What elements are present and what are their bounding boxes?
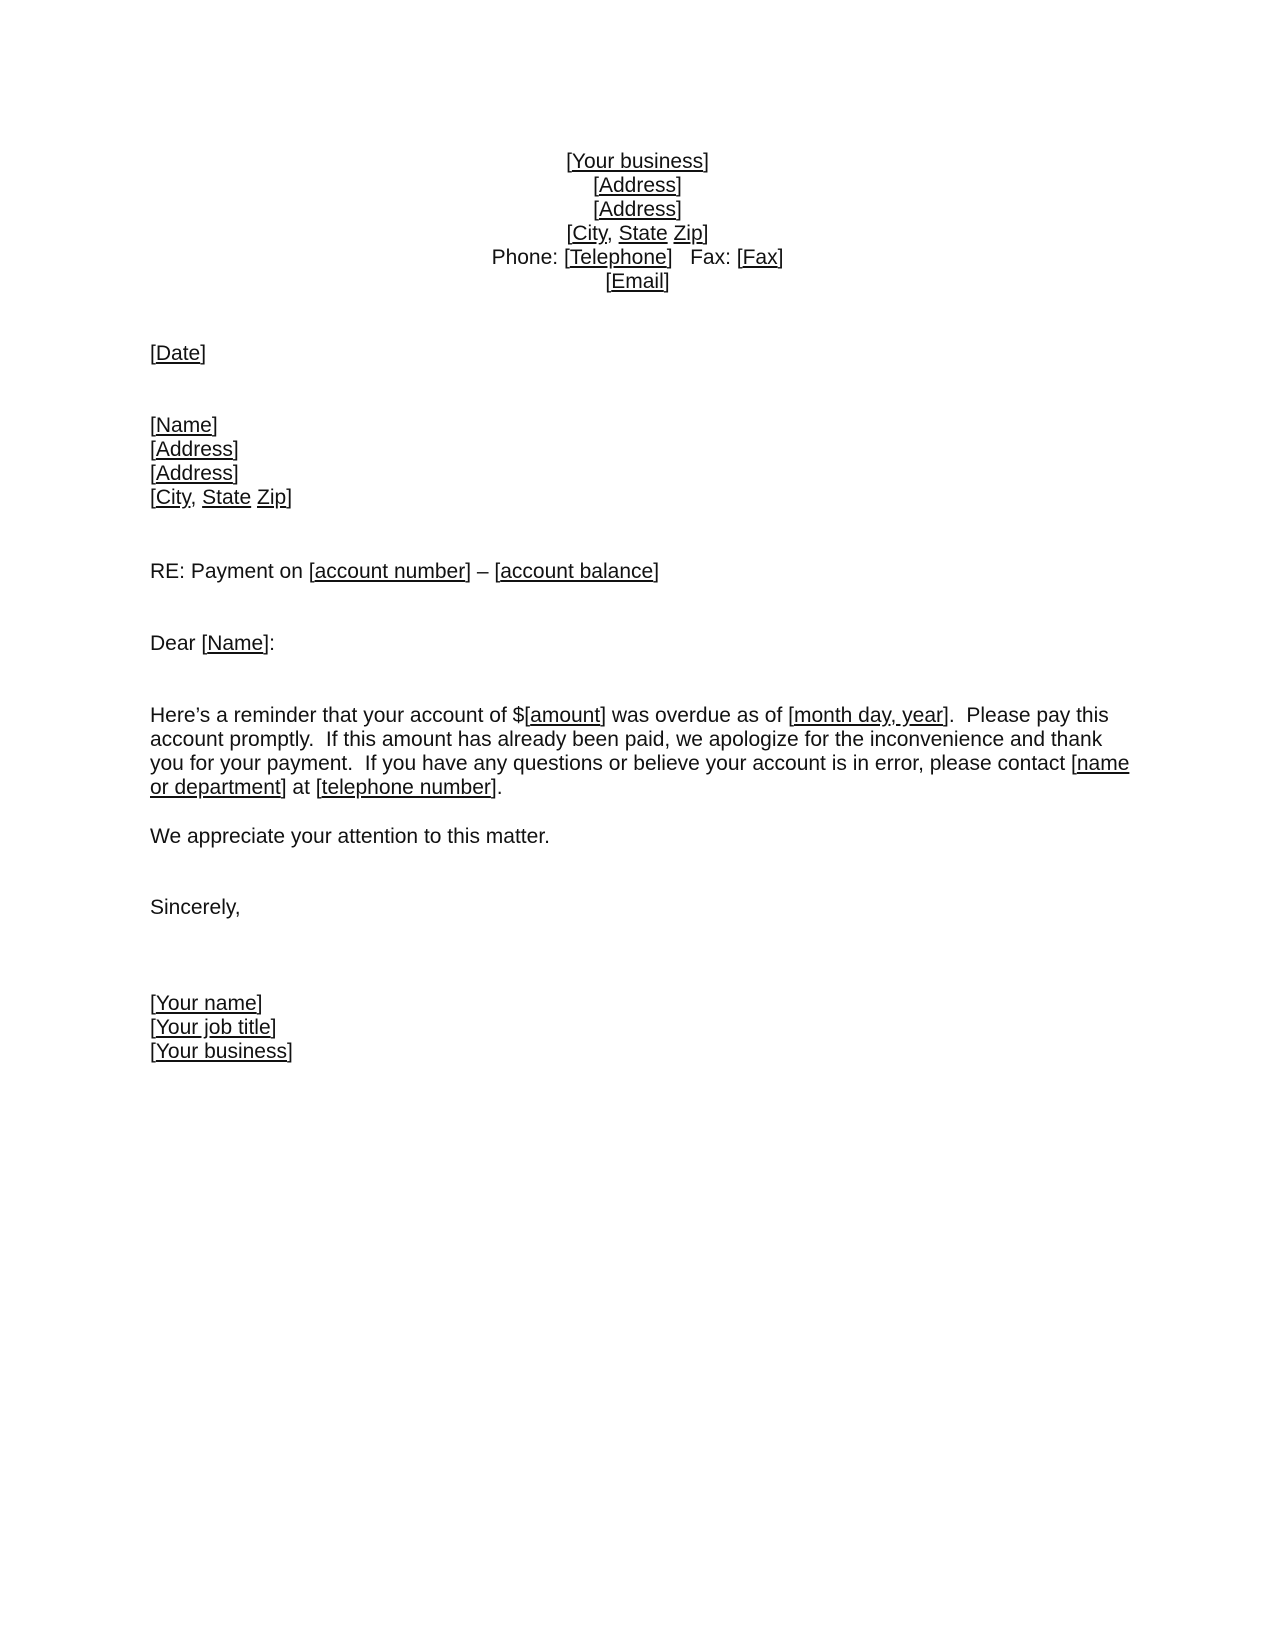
recipient-address1: Address	[155, 438, 233, 461]
phone-label: Phone:	[491, 246, 559, 269]
body-line-1	[150, 704, 1140, 728]
signature-block	[150, 992, 1130, 1064]
recipient-state: State	[202, 486, 252, 509]
re-account-balance: account balance	[500, 560, 654, 583]
header-fax: Fax	[742, 246, 778, 269]
salutation-name: Name	[207, 632, 264, 655]
recipient-city: City	[155, 486, 191, 509]
re-line: RE: Payment on [account number] – [account balance]	[150, 560, 660, 583]
signature-business-line: [Your business]	[150, 1040, 293, 1063]
recipient-name-line: [Name]	[150, 414, 218, 437]
signature-name: Your name	[155, 992, 257, 1015]
header-business: Your business	[571, 150, 704, 173]
signature-name-line: [Your name]	[150, 992, 263, 1015]
recipient-zip: Zip	[257, 486, 287, 509]
letter-date: [Date]	[150, 342, 207, 365]
body-date: month day, year	[793, 704, 944, 727]
header-address1: Address	[598, 174, 677, 197]
salutation: Dear [Name]:	[150, 632, 275, 655]
body-line-3	[150, 752, 1140, 776]
re-prefix: RE: Payment on	[150, 560, 309, 583]
header-phone-fax-line: Phone: [Telephone] Fax: [Fax]	[491, 246, 784, 269]
body-telephone-number: telephone number	[321, 776, 491, 799]
body-paragraph-2	[150, 825, 1140, 849]
signature-business: Your business	[155, 1040, 287, 1063]
body-paragraph	[150, 704, 1140, 800]
re-account-number: account number	[314, 560, 466, 583]
header-city-line: [City, State Zip]	[566, 222, 709, 245]
signature-title-line: [Your job title]	[150, 1016, 277, 1039]
body-line-2: account promptly. If this amount has already been paid, we apologize for the inconvenience and thank	[150, 728, 1103, 751]
recipient-address1-line: [Address]	[150, 438, 239, 461]
signature-title: Your job title	[155, 1016, 271, 1039]
closing	[150, 896, 1130, 920]
closing-text: Sincerely,	[150, 896, 241, 919]
body-contact-2: or department	[150, 776, 281, 799]
header-address2-line: [Address]	[593, 198, 682, 221]
date-field: Date	[155, 342, 201, 365]
body-amount: amount	[530, 704, 601, 727]
header-telephone: Telephone	[569, 246, 667, 269]
recipient-address2: Address	[155, 462, 233, 485]
recipient-address2-line: [Address]	[150, 462, 239, 485]
letterhead	[0, 150, 1275, 294]
body-contact-1: name	[1076, 752, 1130, 775]
recipient-block	[150, 414, 1130, 510]
header-email-line: [Email]	[605, 270, 670, 293]
header-email: Email	[611, 270, 664, 293]
header-zip: Zip	[673, 222, 703, 245]
body-text: Here’s a reminder that your account of $[	[150, 704, 531, 727]
recipient-name: Name	[155, 414, 212, 437]
body-text: you for your payment. If you have any questions or believe your account is in error, please contact [	[150, 752, 1077, 775]
re-dash: –	[471, 560, 495, 583]
body-text: ] at [	[280, 776, 322, 799]
salutation-suffix: :	[269, 632, 275, 655]
body-p2: We appreciate your attention to this matter.	[150, 825, 550, 848]
recipient-city-line: [City, State Zip]	[150, 486, 293, 509]
salutation-prefix: Dear	[150, 632, 202, 655]
fax-label: Fax:	[690, 246, 731, 269]
body-text: ].	[490, 776, 503, 799]
header-state: State	[618, 222, 668, 245]
header-city: City	[572, 222, 607, 245]
body-text: ]. Please pay this	[943, 704, 1109, 727]
header-address2: Address	[598, 198, 677, 221]
header-business-line: [Your business]	[566, 150, 709, 173]
body-line-4	[150, 776, 1140, 800]
body-text: ] was overdue as of [	[600, 704, 794, 727]
header-address1-line: [Address]	[593, 174, 682, 197]
